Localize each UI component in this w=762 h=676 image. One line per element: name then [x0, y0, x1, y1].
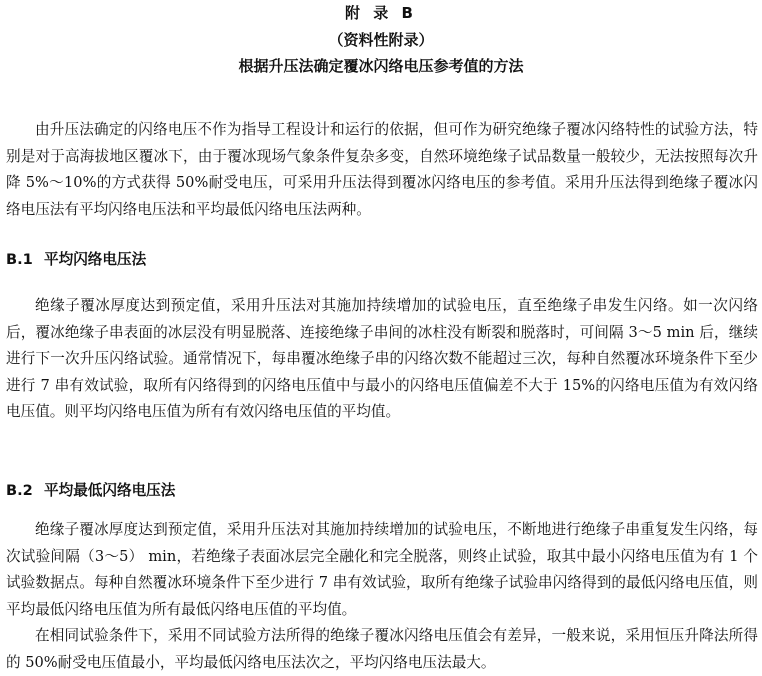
section-b2-title: 平均最低闪络电压法 — [44, 482, 176, 499]
section-b2-number: B.2 — [6, 482, 33, 499]
appendix-type: （资料性附录） — [328, 31, 434, 49]
appendix-title: 附 录 B — [345, 4, 417, 22]
section-b2-heading — [6, 481, 175, 501]
section-b2-paragraph: 绝缘子覆冰厚度达到预定值，采用升压法对其施加持续增加的试验电压，不断地进行绝缘子串重复发生闪络，每次试验间隔（3～5） min，若绝缘子表面冰层完全融化和完全脱落，则终止试验，取其中最小闪络电压值为有 1 个试验数据点。每种自然覆冰环境条件下至少进行 7 串有效试验，取所有绝缘子试验串闪络得到的最低闪络电压值，则平均最低闪络电压值为所有最低闪络电压值的平均值。 — [6, 521, 758, 618]
intro-paragraph: 由升压法确定的闪络电压不作为指导工程设计和运行的依据，但可作为研究绝缘子覆冰闪络特性的试验方法，特别是对于高海拔地区覆冰下，由于覆冰现场气象条件复杂多变，自然环境绝缘子试品数量一般较少，无法按照每次升降 5%～10%的方式获得 50%耐受电压，可采用升压法得到覆冰闪络电压的参考值。采用升压法得到绝缘子覆冰闪络电压法有平均闪络电压法和平均最低闪络电压法两种。 — [6, 121, 758, 218]
section-b1-title: 平均闪络电压法 — [44, 251, 147, 268]
section-b2-paragraph-2: 在相同试验条件下，采用不同试验方法所得的绝缘子覆冰闪络电压值会有差异，一般来说，采用恒压升降法所得的 50%耐受电压值最小，平均最低闪络电压法次之，平均闪络电压法最大。 — [6, 627, 758, 671]
section-b1-paragraph: 绝缘子覆冰厚度达到预定值，采用升压法对其施加持续增加的试验电压，直至绝缘子串发生闪络。如一次闪络后，覆冰绝缘子串表面的冰层没有明显脱落、连接绝缘子串间的冰柱没有断裂和脱落时，可间隔 3～5 min 后，继续进行下一次升压闪络试验。通常情况下，每串覆冰绝缘子串的闪络次数不能超过三次，每种自然覆冰环境条件下至少进行 7 串有效试验，取所有闪络得到的闪络电压值中与最小的闪络电压值偏差不大于 15%的闪络电压值为有效闪络电压值。则平均闪络电压值为所有有效闪络电压值的平均值。 — [6, 297, 758, 420]
appendix-main-title: 根据升压法确定覆冰闪络电压参考值的方法 — [238, 57, 524, 75]
section-b1-number: B.1 — [6, 251, 33, 268]
section-b1-heading — [6, 250, 146, 270]
